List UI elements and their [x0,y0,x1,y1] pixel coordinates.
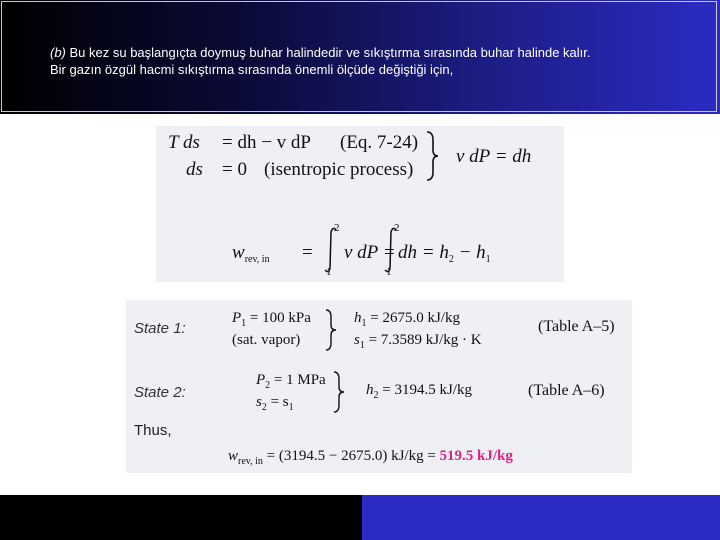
intro-line-1: Bu kez su başlangıçta doymuş buhar halindedir ve sıkıştırma sırasında buhar halinde kalır. [65,45,591,60]
title-banner [0,0,720,114]
isentropic-result: v dP = dh [456,146,532,167]
state-1-table-ref: (Table A–5) [538,318,615,335]
state-1-enthalpy: $h_1 = 2675.0$ kJ/kg [354,310,460,329]
state-1-pressure: $P_1 = 100$ kPa [232,310,311,329]
final-work-equation: $w_{rev, in} = (3194.5 - 2675.0) kJ/kg = 519.5$ kJ/kg [228,448,513,467]
integral-2-body: dh = $h_2 - h_1$ [398,242,491,265]
equation-panel-states [126,300,632,473]
eq1-rhs: = dh − v dP [222,132,311,153]
state-2-table-ref: (Table A–6) [528,382,605,399]
state-1-label: State 1: [134,320,186,337]
eq2-lhs: ds [186,159,203,180]
intro-line-2: Bir gazın özgül hacmi sıkıştırma sırasında önemli ölçüde değiştiği için, [50,62,454,77]
equation-panel-isentropic [156,126,564,282]
state-2-brace-icon [332,370,346,414]
intro-text [50,44,710,78]
part-label: (b) [50,45,66,60]
thus-label: Thus, [134,422,172,439]
eq2-reference: (isentropic process) [264,159,414,180]
state-2-label: State 2: [134,384,186,401]
right-brace-icon [424,130,440,182]
integral-1-upper: 2 [334,222,340,234]
work-label: $w_{rev, in}$ [232,242,270,265]
integral-1-body: v dP = [344,242,396,263]
footer-bar-right [362,495,720,540]
work-equals: = [302,242,313,263]
final-result: 519.5 kJ/kg [439,448,513,464]
eq2-rhs: = 0 [222,159,247,180]
eq1-lhs: T ds [168,132,200,153]
integral-2-upper: 2 [394,222,400,234]
state-1-condition: (sat. vapor) [232,332,301,348]
state-1-entropy: $s_1 = 7.3589$ kJ/kg · K [354,332,482,351]
footer-bar-left [0,495,362,540]
integral-1-lower: 1 [326,266,332,278]
state-2-entropy: $s_2 = s_1$ [256,394,294,413]
eq1-reference: (Eq. 7-24) [340,132,419,153]
integral-2-lower: 1 [386,266,392,278]
state-2-enthalpy: $h_2 = 3194.5$ kJ/kg [366,382,472,401]
state-1-brace-icon [324,308,338,352]
state-2-pressure: $P_2 = 1$ MPa [256,372,326,391]
